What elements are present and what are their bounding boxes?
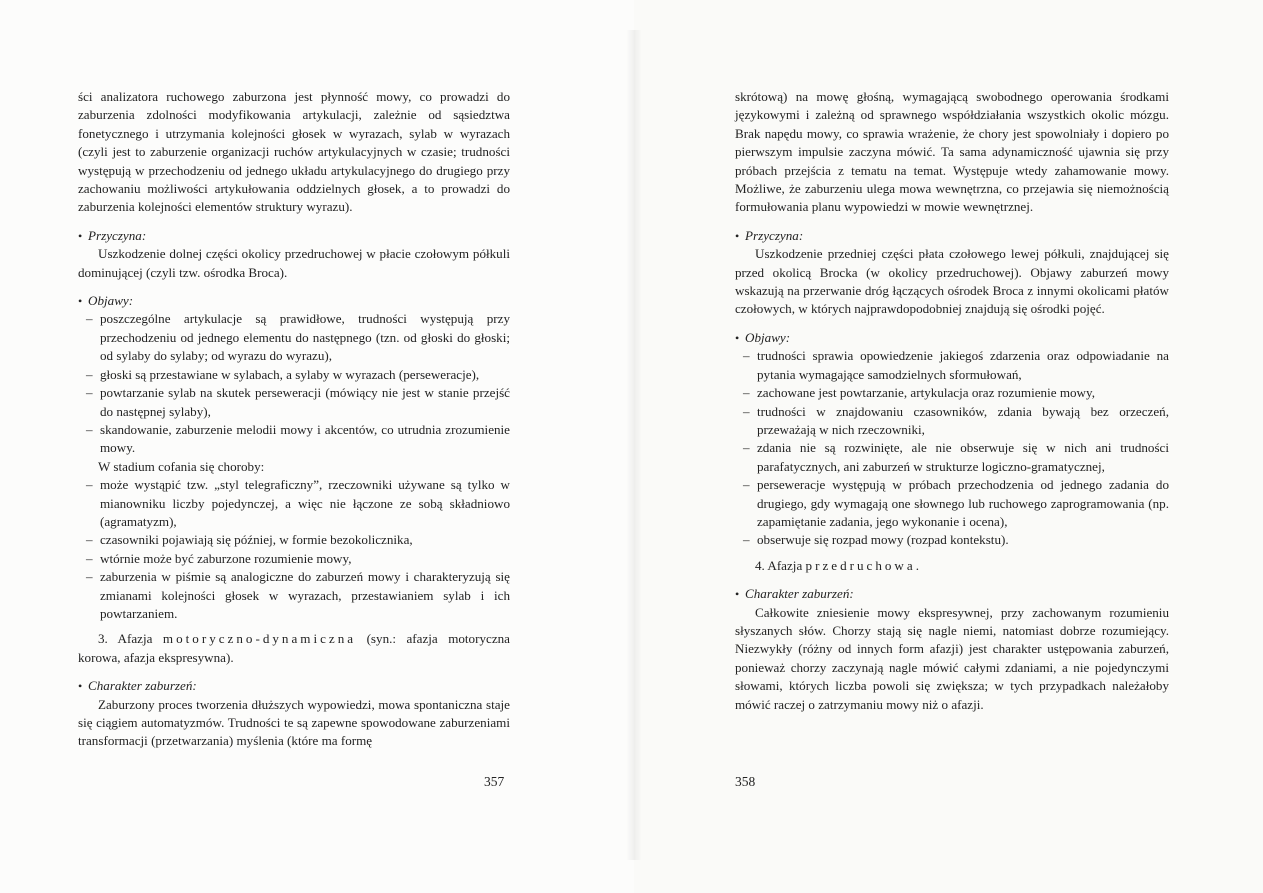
right-section4-heading: 4. Afazja przedruchowa. <box>755 557 922 573</box>
list-item: – zaburzenia w piśmie są analogiczne do zaburzeń mowy i charakteryzują się zmianami kolejności głosek w wyrazach, przestawianiem sylab i ich powtarzaniem. <box>100 568 510 623</box>
left-przyczyna-text: Uszkodzenie dolnej części okolicy przedruchowej w płacie czołowym półkuli dominującej (czyli tzw. ośrodka Broca). <box>78 246 510 280</box>
left-charakter-text: Zaburzony proces tworzenia dłuższych wypowiedzi, mowa spontaniczna staje się ciągiem automatyzmów. Trudności te są zapewne spowodowane zaburzeniami transformacji (przetwarzania) myślenia (które ma formę <box>78 696 510 749</box>
left-page-number: 357 <box>484 774 505 789</box>
right-objawy-list <box>735 347 1169 549</box>
right-page-number: 358 <box>735 774 756 789</box>
list-item: – czasowniki pojawiają się później, w formie bezokolicznika, <box>100 531 510 549</box>
left-objawy-list <box>78 310 510 457</box>
list-item: – trudności sprawia opowiedzenie jakiegoś zdarzenia oraz odpowiadanie na pytania wymagające samodzielnych sformułowań, <box>757 347 1169 384</box>
book-gutter <box>626 30 642 860</box>
list-item: – zachowane jest powtarzanie, artykulacja oraz rozumienie mowy, <box>757 384 1169 402</box>
list-item: – obserwuje się rozpad mowy (rozpad kontekstu). <box>757 531 1169 549</box>
list-item: – głoski są przestawiane w sylabach, a sylaby w wyrazach (perseweracje), <box>100 366 510 384</box>
right-przyczyna-heading: • Przyczyna: <box>735 227 1169 245</box>
right-objawy-heading: • Objawy: <box>735 329 1169 347</box>
left-section3-heading: 3. Afazja motoryczno-dynamiczna (syn.: afazja motoryczna korowa, afazja ekspresywna). <box>78 631 510 665</box>
list-item: – zdania nie są rozwinięte, ale nie obserwuje się w nich ani trudności parafatycznych, ani zaburzeń w strukturze logiczno-gramatycznej, <box>757 439 1169 476</box>
right-intro-paragraph: skrótową) na mowę głośną, wymagającą swobodnego operowania środkami językowymi i zależną od sprawnego współdziałania wszystkich okolic mózgu. Brak napędu mowy, co sprawia wrażenie, że chory jest spowolniały i dopiero po pierwszym impulsie zaczyna mówić. Ta sama adynamiczność ujawnia się przy próbach przejścia z tematu na temat. Występuje wtedy zahamowanie mowy. Możliwe, że zaburzeniu ulega mowa wewnętrzna, co przejawia się niemożnością formułowania planu wypowiedzi w mowie wewnętrznej. <box>735 89 1169 215</box>
list-item: – trudności w znajdowaniu czasowników, zdania bywają bez orzeczeń, przeważają w nich rzeczowniki, <box>757 403 1169 440</box>
right-charakter-heading: • Charakter zaburzeń: <box>735 585 1169 603</box>
list-item: – może wystąpić tzw. „styl telegraficzny”, rzeczowniki używane są tylko w mianowniku liczby pojedynczej, a więc nie łączone ze sobą składniowo (agramatyzm), <box>100 476 510 531</box>
left-intro-paragraph: ści analizatora ruchowego zaburzona jest płynność mowy, co prowadzi do zaburzenia zdolności modyfikowania artykulacji, zależnie od sąsiedztwa fonetycznego i utrzymania kolejności głosek w wyrazach, sylab w wyrazach (czyli jest to zaburzenie organizacji ruchów artykulacyjnych w czasie; trudności występują w przechodzeniu od jednego układu artykulacyjnego do drugiego przy zachowaniu możliwości artykułowania oddzielnych głosek, a to prowadzi do zaburzenia kolejności elementów struktury wyrazu). <box>78 89 510 215</box>
left-charakter-heading: • Charakter zaburzeń: <box>78 677 510 695</box>
left-stadium-list <box>78 476 510 623</box>
list-item: – perseweracje występują w próbach przechodzenia od jednego zadania do drugiego, gdy wymagają one słownego lub ruchowego zaprogramowania (np. zapamiętanie zadania, jego wykonanie i ocena), <box>757 476 1169 531</box>
right-charakter-text: Całkowite zniesienie mowy ekspresywnej, przy zachowanym rozumieniu słyszanych słów. Chorzy stają się nagle niemi, natomiast dobrze rozumiejący. Niezwykły (różny od innych form afazji) jest charakter ustępowania zaburzeń, ponieważ chorzy zaczynają nagle mówić całymi zdaniami, a nie pojedynczymi słowami, których liczba powoli się zwiększa; w tych przypadkach należałoby mówić raczej o zatrzymaniu mowy niż o afazji. <box>735 604 1169 712</box>
list-item: – poszczególne artykulacje są prawidłowe, trudności występują przy przechodzeniu od jednego elementu do następnego (tzn. od głoski do głoski; od sylaby do sylaby; od wyrazu do wyrazu), <box>100 310 510 365</box>
left-stadium-text: W stadium cofania się choroby: <box>98 458 265 474</box>
left-text-column <box>78 88 510 751</box>
left-przyczyna-heading: • Przyczyna: <box>78 227 510 245</box>
list-item: – powtarzanie sylab na skutek perseweracji (mówiący nie jest w stanie przejść do następnej sylaby), <box>100 384 510 421</box>
right-text-column <box>735 88 1169 714</box>
list-item: – skandowanie, zaburzenie melodii mowy i akcentów, co utrudnia zrozumienie mowy. <box>100 421 510 458</box>
left-objawy-heading: • Objawy: <box>78 292 510 310</box>
right-przyczyna-text: Uszkodzenie przedniej części płata czołowego lewej półkuli, znajdującej się przed okolicą Brocka (w okolicy przedruchowej). Objawy zaburzeń mowy wskazują na przerwanie dróg łączących ośrodek Broca z innymi okolicami płatów czołowych, w których najprawdopodobniej znajdują się ośrodki pojęć. <box>735 246 1169 317</box>
list-item: – wtórnie może być zaburzone rozumienie mowy, <box>100 550 510 568</box>
